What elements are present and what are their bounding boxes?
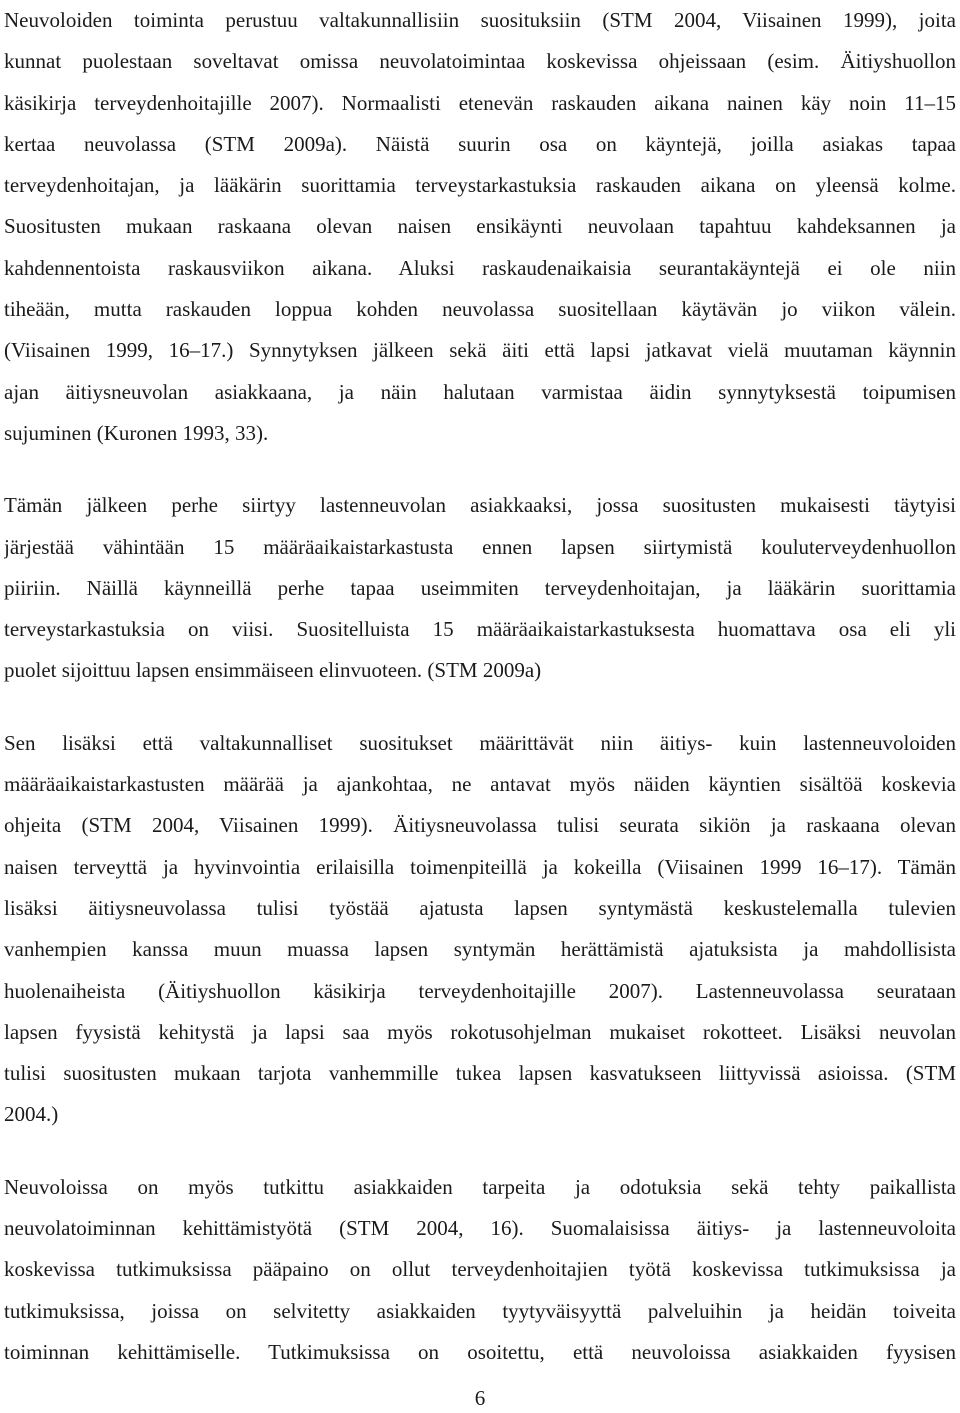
text-line: kunnat puolestaan soveltavat omissa neuvolatoimintaa koskevissa ohjeissaan (esim. Äitiyshuollon [4,49,956,74]
text-line: naisen terveyttä ja hyvinvointia erilaisilla toimenpiteillä ja kokeilla (Viisainen 1999 16–17). Tämän [4,854,956,879]
paragraph [4,723,956,1136]
text-line: vanhempien kanssa muun muassa lapsen syntymän herättämistä ajatuksista ja mahdollisista [4,937,956,962]
text-line: Tämän jälkeen perhe siirtyy lastenneuvolan asiakkaaksi, jossa suositusten mukaisesti täytyisi [4,493,956,518]
text-line: tulisi suositusten mukaan tarjota vanhemmille tukea lapsen kasvatukseen liittyvissä asioissa. (STM [4,1061,956,1086]
text-line: (Viisainen 1999, 16–17.) Synnytyksen jälkeen sekä äiti että lapsi jatkavat vielä muutaman käynnin [4,338,956,363]
text-line: toiminnan kehittämiselle. Tutkimuksissa on osoitettu, että neuvoloissa asiakkaiden fyysisen [4,1339,956,1364]
text-line: koskevissa tutkimuksissa pääpaino on ollut terveydenhoitajien työtä koskevissa tutkimuksissa ja [4,1257,956,1282]
text-line: puolet sijoittuu lapsen ensimmäiseen elinvuoteen. (STM 2009a) [4,658,542,683]
paragraph-gap [4,692,956,723]
text-line: Sen lisäksi että valtakunnalliset suositukset määrittävät niin äitiys- kuin lastenneuvoloiden [4,730,956,755]
text-line: huolenaiheista (Äitiyshuollon käsikirja terveydenhoitajille 2007). Lastenneuvolassa seurataan [4,978,956,1003]
text-line: kahdennentoista raskausviikon aikana. Aluksi raskaudenaikaisia seurantakäyntejä ei ole niin [4,255,956,280]
paragraph-gap [4,1136,956,1167]
text-line: ohjeita (STM 2004, Viisainen 1999). Äitiysneuvolassa tulisi seurata sikiön ja raskaana olevan [4,813,956,838]
text-line: lisäksi äitiysneuvolassa tulisi työstää ajatusta lapsen syntymästä keskustelemalla tulevien [4,895,956,920]
text-line: Neuvoloissa on myös tutkittu asiakkaiden tarpeita ja odotuksia sekä tehty paikallista [4,1174,956,1199]
paragraph-gap [4,454,956,485]
text-line: Suositusten mukaan raskaana olevan naisen ensikäynti neuvolaan tapahtuu kahdeksannen ja [4,214,956,239]
text-column [4,0,956,1373]
text-line: järjestää vähintään 15 määräaikaistarkastusta ennen lapsen siirtymistä kouluterveydenhuollon [4,534,956,559]
text-line: käsikirja terveydenhoitajille 2007). Normaalisti etenevän raskauden aikana nainen käy noin 11–15 [4,90,956,115]
text-line: tutkimuksissa, joissa on selvitetty asiakkaiden tyytyväisyyttä palveluihin ja heidän toiveita [4,1298,956,1323]
page-number: 6 [474,1386,486,1410]
text-line: 2004.) [4,1102,59,1127]
text-line: määräaikaistarkastusten määrää ja ajankohtaa, ne antavat myös näiden käyntien sisältöä koskevia [4,772,956,797]
text-line: sujuminen (Kuronen 1993, 33). [4,420,269,445]
text-line: terveystarkastuksia on viisi. Suositelluista 15 määräaikaistarkastuksesta huomattava osa eli yli [4,617,956,642]
paragraph [4,0,956,454]
text-line: terveydenhoitajan, ja lääkärin suorittamia terveystarkastuksia raskauden aikana on yleensä kolme. [4,173,956,198]
text-line: Neuvoloiden toiminta perustuu valtakunnallisiin suosituksiin (STM 2004, Viisainen 1999), joita [4,8,956,32]
text-line: neuvolatoiminnan kehittämistyötä (STM 2004, 16). Suomalaisissa äitiys- ja lastenneuvoloita [4,1216,956,1241]
text-line: piiriin. Näillä käynneillä perhe tapaa useimmiten terveydenhoitajan, ja lääkärin suorittamia [4,575,956,600]
text-line: tiheään, mutta raskauden loppua kohden neuvolassa suositellaan käytävän jo viikon välein. [4,297,956,322]
text-line: ajan äitiysneuvolan asiakkaana, ja näin halutaan varmistaa äidin synnytyksestä toipumisen [4,379,956,404]
text-line: lapsen fyysistä kehitystä ja lapsi saa myös rokotusohjelman mukaiset rokotteet. Lisäksi neuvolan [4,1019,956,1044]
paragraph [4,1167,956,1373]
paragraph [4,485,956,691]
text-line: kertaa neuvolassa (STM 2009a). Näistä suurin osa on käyntejä, joilla asiakas tapaa [4,131,956,156]
